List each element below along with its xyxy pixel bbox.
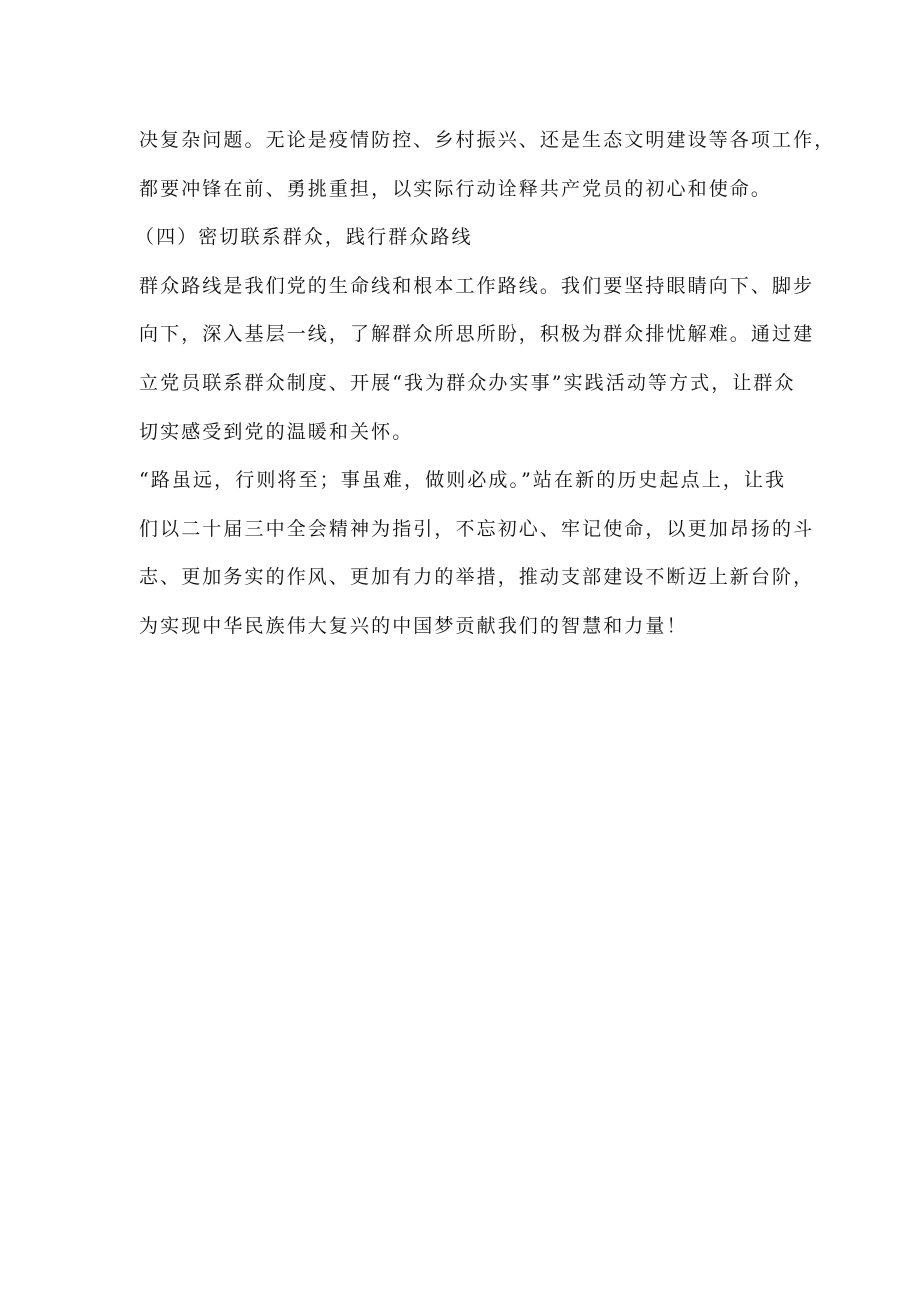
paragraph-conclusion bbox=[139, 462, 815, 656]
text-line: 为实现中华民族伟大复兴的中国梦贡献我们的智慧和力量！ bbox=[139, 614, 688, 637]
text-line: 们以二十届三中全会精神为指引，不忘初心、牢记使命，以更加昂扬的斗 bbox=[139, 517, 815, 540]
text-line: 志、更加务实的作风、更加有力的举措，推动支部建设不断迈上新台阶， bbox=[139, 566, 815, 589]
text-line: 切实感受到党的温暖和关怀。 bbox=[139, 420, 414, 443]
text-line: 决复杂问题。无论是疫情防控、乡村振兴、还是生态文明建设等各项工作， bbox=[139, 129, 836, 151]
heading-line: （四）密切联系群众，践行群众路线 bbox=[135, 226, 473, 249]
text-line: 向下，深入基层一线，了解群众所思所盼，积极为群众排忧解难。通过建 bbox=[139, 323, 815, 346]
text-line: “路虽远，行则将至；事虽难，做则必成。”站在新的历史起点上，让我 bbox=[139, 469, 787, 492]
paragraph-mass-line bbox=[139, 268, 815, 462]
text-line: 群众路线是我们党的生命线和根本工作路线。我们要坚持眼睛向下、脚步 bbox=[139, 274, 815, 297]
text-line: 都要冲锋在前、勇挑重担，以实际行动诠释共产党员的初心和使命。 bbox=[139, 177, 773, 200]
section-heading bbox=[135, 219, 799, 268]
text-line: 立党员联系群众制度、开展“我为群众办实事”实践活动等方式，让群众 bbox=[139, 371, 796, 394]
document-body bbox=[135, 122, 836, 657]
paragraph-problem-solving bbox=[139, 122, 836, 219]
